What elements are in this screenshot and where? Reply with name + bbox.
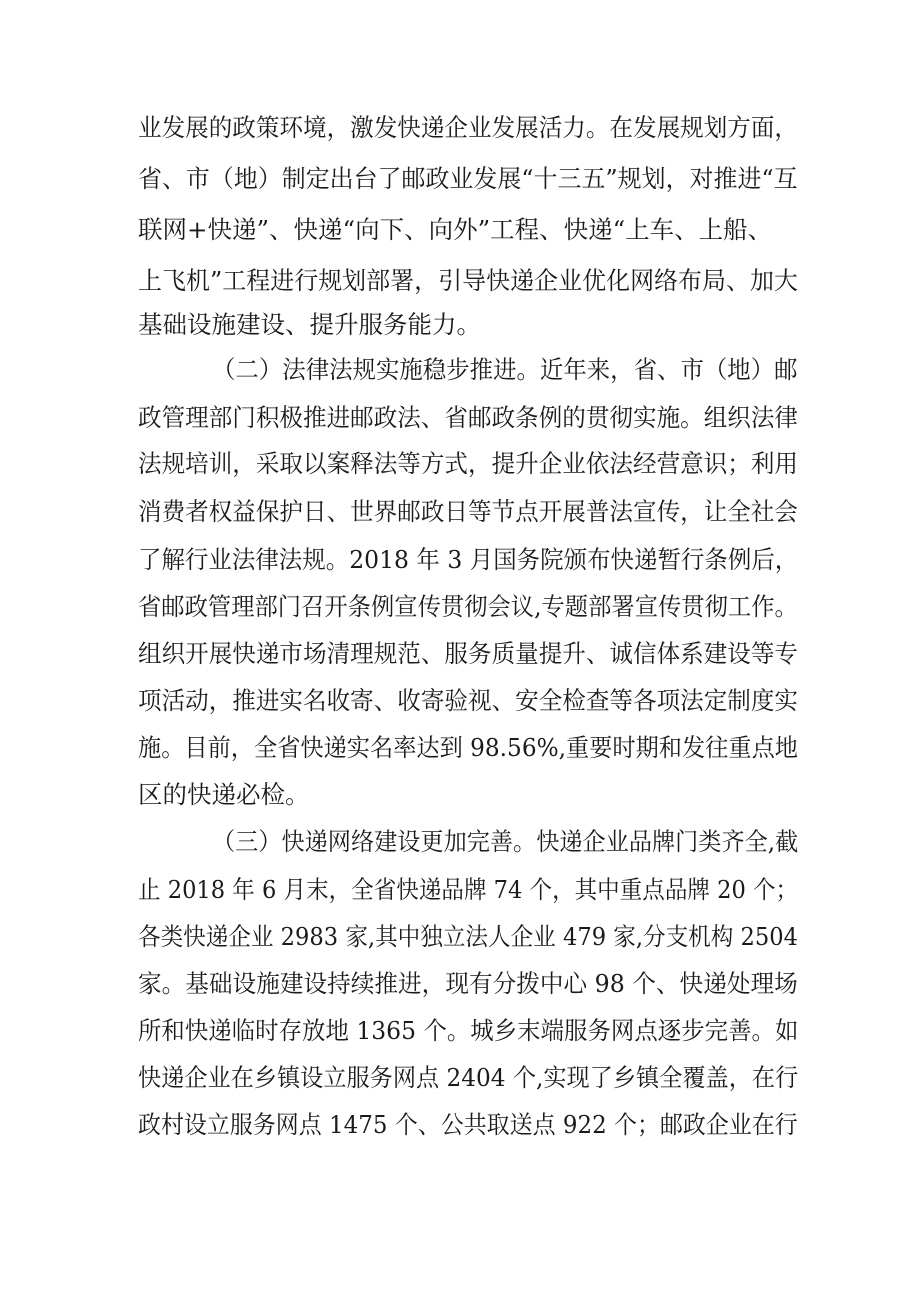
text-line: 省、市（地）制定出台了邮政业发展“十三五”规划，对推进“互 <box>138 164 798 193</box>
text-line: 家。基础设施建设持续推进，现有分拨中心 98 个、快递处理场 <box>138 969 798 998</box>
text-line: 联网+快递”、快递“向下、向外”工程、快递“上车、上船、 <box>138 215 773 244</box>
text-line: 施。目前，全省快递实名率达到 98.56%,重要时期和发往重点地 <box>138 733 798 762</box>
text-line: 组织开展快递市场清理规范、服务质量提升、诚信体系建设等专 <box>138 639 799 668</box>
section-heading-line: （三）快递网络建设更加完善。快递企业品牌门类齐全,截 <box>212 827 799 856</box>
text-line: 项活动，推进实名收寄、收寄验视、安全检查等各项法定制度实 <box>138 686 799 715</box>
text-line: 上飞机”工程进行规划部署，引导快递企业优化网络布局、加大 <box>138 266 799 295</box>
text-line: 政管理部门积极推进邮政法、省邮政条例的贯彻实施。组织法律 <box>138 403 799 432</box>
text-line: 了解行业法律法规。2018 年 3 月国务院颁布快递暂行条例后， <box>138 545 799 574</box>
text-line: 所和快递临时存放地 1365 个。城乡末端服务网点逐步完善。如 <box>138 1016 799 1045</box>
text-line: 基础设施建设、提升服务能力。 <box>138 310 481 339</box>
text-line: 各类快递企业 2983 家,其中独立法人企业 479 家,分支机构 2504 <box>138 922 798 951</box>
text-line: 区的快递必检。 <box>138 780 310 809</box>
text-line: 止 2018 年 6 月末，全省快递品牌 74 个，其中重点品牌 20 个； <box>138 875 799 904</box>
text-line: 消费者权益保护日、世界邮政日等节点开展普法宣传，让全社会 <box>138 497 799 526</box>
text-line: 快递企业在乡镇设立服务网点 2404 个,实现了乡镇全覆盖，在行 <box>138 1063 799 1092</box>
text-line: 政村设立服务网点 1475 个、公共取送点 922 个；邮政企业在行 <box>138 1110 798 1139</box>
text-line: 省邮政管理部门召开条例宣传贯彻会议,专题部署宣传贯彻工作。 <box>138 592 798 621</box>
text-line: 法规培训，采取以案释法等方式，提升企业依法经营意识；利用 <box>138 449 799 478</box>
text-line: 业发展的政策环境，激发快递企业发展活力。在发展规划方面， <box>138 113 799 142</box>
section-heading-line: （二）法律法规实施稳步推进。近年来，省、市（地）邮 <box>212 355 798 384</box>
